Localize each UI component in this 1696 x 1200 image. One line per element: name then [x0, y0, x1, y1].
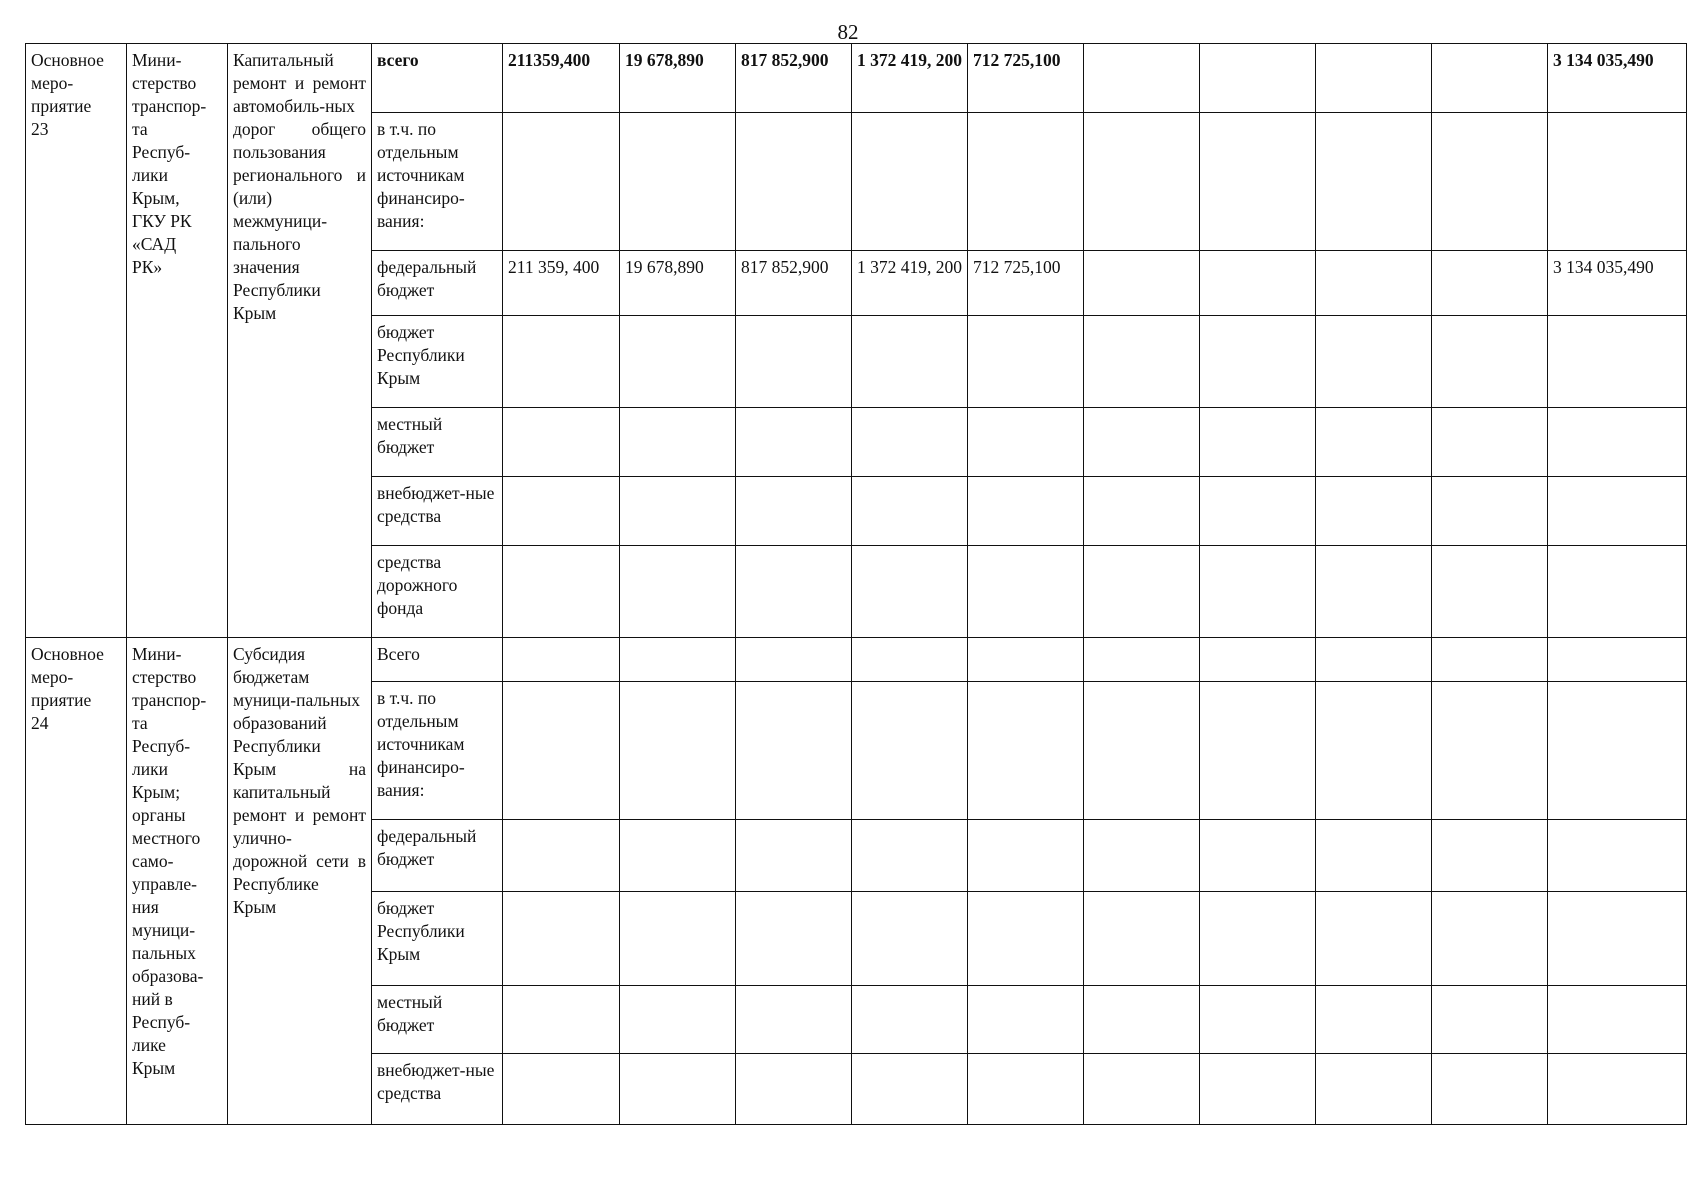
value-cell [503, 408, 620, 477]
funding-source-cell: бюджет Республики Крым [372, 892, 503, 986]
value-cell [852, 638, 968, 682]
value-cell [1548, 1054, 1687, 1125]
value-cell [503, 986, 620, 1054]
value-cell [852, 546, 968, 638]
funding-source-cell: местный бюджет [372, 408, 503, 477]
value-cell [1316, 1054, 1432, 1125]
value-cell [1548, 316, 1687, 408]
value-cell [736, 546, 852, 638]
value-cell [968, 1054, 1084, 1125]
value-cell [1084, 316, 1200, 408]
value-cell: 1 372 419, 200 [852, 44, 968, 113]
value-cell [503, 477, 620, 546]
value-cell [1084, 1054, 1200, 1125]
value-cell [736, 316, 852, 408]
value-cell [1084, 892, 1200, 986]
value-cell [620, 113, 736, 251]
value-cell: 3 134 035,490 [1548, 251, 1687, 316]
value-cell [1432, 546, 1548, 638]
value-cell [1316, 316, 1432, 408]
value-cell [503, 892, 620, 986]
value-cell [1200, 316, 1316, 408]
value-cell [852, 113, 968, 251]
page-number: 82 [837, 20, 859, 44]
value-cell: 1 372 419, 200 [852, 251, 968, 316]
value-cell [1084, 682, 1200, 820]
value-cell [1548, 113, 1687, 251]
value-cell [620, 986, 736, 1054]
value-cell [1432, 638, 1548, 682]
value-cell [1316, 546, 1432, 638]
value-cell [736, 986, 852, 1054]
value-cell [1548, 546, 1687, 638]
value-cell [1084, 113, 1200, 251]
value-cell [1548, 986, 1687, 1054]
value-cell [736, 477, 852, 546]
value-cell [968, 986, 1084, 1054]
value-cell [1200, 682, 1316, 820]
value-cell [852, 986, 968, 1054]
value-cell [1200, 251, 1316, 316]
value-cell [1316, 682, 1432, 820]
value-cell [620, 820, 736, 892]
value-cell [1432, 44, 1548, 113]
value-cell [852, 682, 968, 820]
value-cell [1200, 113, 1316, 251]
value-cell [968, 477, 1084, 546]
value-cell [1200, 820, 1316, 892]
value-cell [503, 1054, 620, 1125]
value-cell [852, 408, 968, 477]
measure-name-cell: Капитальный ремонт и ремонт автомобиль-ных дорог общего пользования регионального и (или) межмуници-пального значения Республики Крым [228, 44, 372, 638]
value-cell [1316, 113, 1432, 251]
table-row [26, 638, 1687, 682]
value-cell [852, 477, 968, 546]
value-cell [736, 408, 852, 477]
value-cell [1432, 682, 1548, 820]
value-cell [852, 820, 968, 892]
value-cell [736, 113, 852, 251]
value-cell: 3 134 035,490 [1548, 44, 1687, 113]
value-cell [1432, 316, 1548, 408]
value-cell [736, 638, 852, 682]
value-cell [1432, 251, 1548, 316]
value-cell [1316, 892, 1432, 986]
value-cell [1316, 638, 1432, 682]
value-cell [1432, 477, 1548, 546]
funding-source-cell: местный бюджет [372, 986, 503, 1054]
value-cell [1316, 477, 1432, 546]
value-cell: 712 725,100 [968, 251, 1084, 316]
value-cell [1548, 820, 1687, 892]
value-cell [1548, 408, 1687, 477]
value-cell [1084, 408, 1200, 477]
value-cell [1084, 44, 1200, 113]
value-cell [503, 113, 620, 251]
value-cell [1548, 477, 1687, 546]
section-label: Основное меро- приятие 23 [26, 44, 127, 638]
value-cell [968, 892, 1084, 986]
value-cell [1432, 892, 1548, 986]
value-cell [736, 1054, 852, 1125]
value-cell [503, 546, 620, 638]
value-cell [620, 316, 736, 408]
value-cell [1084, 251, 1200, 316]
value-cell [1200, 44, 1316, 113]
value-cell [852, 892, 968, 986]
value-cell [1432, 820, 1548, 892]
value-cell [620, 892, 736, 986]
value-cell: 19 678,890 [620, 251, 736, 316]
value-cell [1200, 892, 1316, 986]
value-cell: 817 852,900 [736, 44, 852, 113]
value-cell: 712 725,100 [968, 44, 1084, 113]
value-cell [1432, 1054, 1548, 1125]
value-cell [1200, 986, 1316, 1054]
value-cell [736, 820, 852, 892]
value-cell [1200, 1054, 1316, 1125]
value-cell [1084, 477, 1200, 546]
value-cell [620, 638, 736, 682]
funding-source-cell: в т.ч. по отдельным источникам финансиро-вания: [372, 682, 503, 820]
value-cell [503, 316, 620, 408]
value-cell [1548, 638, 1687, 682]
value-cell: 19 678,890 [620, 44, 736, 113]
value-cell [1200, 477, 1316, 546]
value-cell [503, 820, 620, 892]
funding-source-cell: средства дорожного фонда [372, 546, 503, 638]
value-cell [968, 638, 1084, 682]
value-cell [968, 113, 1084, 251]
value-cell [620, 1054, 736, 1125]
value-cell [1084, 638, 1200, 682]
value-cell [620, 477, 736, 546]
value-cell [1200, 408, 1316, 477]
value-cell [1316, 986, 1432, 1054]
value-cell [1316, 408, 1432, 477]
value-cell [736, 892, 852, 986]
value-cell [852, 1054, 968, 1125]
value-cell: 211359,400 [503, 44, 620, 113]
value-cell: 817 852,900 [736, 251, 852, 316]
value-cell [1200, 638, 1316, 682]
table-row [26, 44, 1687, 113]
funding-table [25, 43, 1687, 1125]
value-cell [620, 408, 736, 477]
value-cell [852, 316, 968, 408]
funding-source-cell: Всего [372, 638, 503, 682]
value-cell [1548, 682, 1687, 820]
value-cell [736, 682, 852, 820]
value-cell [968, 546, 1084, 638]
value-cell [1432, 113, 1548, 251]
value-cell [1316, 44, 1432, 113]
value-cell [968, 682, 1084, 820]
funding-source-cell: внебюджет-ные средства [372, 477, 503, 546]
funding-source-cell: бюджет Республики Крым [372, 316, 503, 408]
value-cell [1316, 820, 1432, 892]
value-cell [1084, 986, 1200, 1054]
value-cell [1316, 251, 1432, 316]
value-cell [1084, 546, 1200, 638]
value-cell [620, 546, 736, 638]
section-label: Основное меро- приятие 24 [26, 638, 127, 1125]
value-cell: 211 359, 400 [503, 251, 620, 316]
value-cell [968, 820, 1084, 892]
value-cell [968, 408, 1084, 477]
executor-cell: Мини- стерство транспор- та Респуб- лики Крым, ГКУ РК «САД РК» [127, 44, 228, 638]
value-cell [503, 682, 620, 820]
value-cell [1548, 892, 1687, 986]
funding-source-cell: в т.ч. по отдельным источникам финансиро-вания: [372, 113, 503, 251]
value-cell [503, 638, 620, 682]
value-cell [1084, 820, 1200, 892]
value-cell [1200, 546, 1316, 638]
measure-name-cell: Субсидия бюджетам муници-пальных образований Республики Крым на капитальный ремонт и ремонт улично-дорожной сети в Республике Крым [228, 638, 372, 1125]
value-cell [620, 682, 736, 820]
funding-source-cell: федеральный бюджет [372, 820, 503, 892]
funding-source-cell: внебюджет-ные средства [372, 1054, 503, 1125]
value-cell [968, 316, 1084, 408]
value-cell [1432, 408, 1548, 477]
value-cell [1432, 986, 1548, 1054]
funding-source-cell: всего [372, 44, 503, 113]
executor-cell: Мини- стерство транспор- та Респуб- лики Крым; органы местного само- управле- ния муници- пальных образова- ний в Респуб- лике Крым [127, 638, 228, 1125]
funding-source-cell: федеральный бюджет [372, 251, 503, 316]
